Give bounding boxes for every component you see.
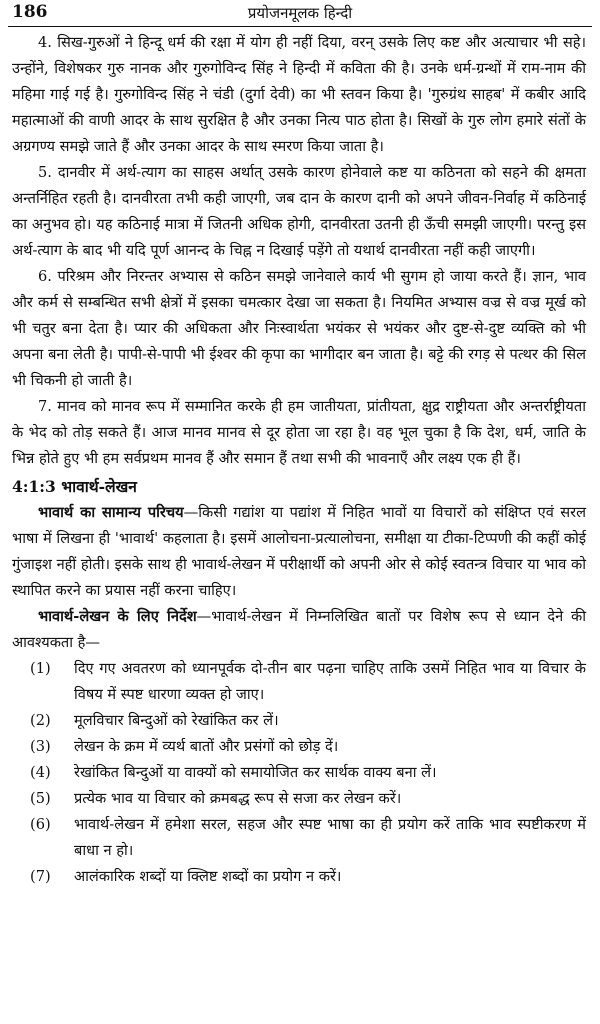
list-item-text: लेखन के क्रम में व्यर्थ बातों और प्रसंगों को छोड़ दें। [74,738,339,755]
paragraph-4: 4. सिख-गुरुओं ने हिन्दू धर्म की रक्षा में योग ही नहीं दिया, वरन् उसके लिए कष्ट और अत्याचार भी सहे। उन्होंने, विशेषकर गुरु नानक और गुरुगोविन्द सिंह ने हिन्दी में कविता की है। उनके धर्म-ग्रन्थों में राम-नाम की महिमा गाई गई है। गुरुगोविन्द सिंह ने चंडी (दुर्गा देवी) का भी स्तवन किया है। 'गुरुग्रंथ साहब' में कबीर आदि महात्माओं की वाणी आदर के साथ सुरक्षित है और उनका नित्य पाठ होता है। सिखों के गुरु लोग हमारे संतों के अग्रगण्य समझे जाते हैं और उनका आदर के साथ स्मरण किया जाता है। [12,34,586,155]
directions-list [12,656,586,890]
section-heading: 4:1:3 भावार्थ-लेखन [12,477,137,496]
list-item-text: भावार्थ-लेखन में हमेशा सरल, सहज और स्पष्ट भाषा का ही प्रयोग करें ताकि भाव स्पष्टीकरण में बाधा न हो। [74,816,586,859]
list-item-number: (7) [30,868,51,885]
directions-paragraph [12,604,586,656]
paragraph-6: 6. परिश्रम और निरन्तर अभ्यास से कठिन समझे जानेवाले कार्य भी सुगम हो जाया करते हैं। ज्ञान, भाव और कर्म से सम्बन्धित सभी क्षेत्रों में इसका चमत्कार देखा जा सकता है। नियमित अभ्यास वज्र से वज्र मूर्ख को भी चतुर बना देता है। प्यार की अधिकता और निःस्वार्थता भयंकर से भयंकर और दुष्ट-से-दुष्ट व्यक्ति को भी अपना बना लेती है। पापी-से-पापी भी ईश्वर की कृपा का भागीदार बन जाता है। बट्टे की रगड़ से पत्थर की सिल भी चिकनी हो जाती है। [12,268,586,389]
intro-paragraph [12,500,586,604]
list-item-text: प्रत्येक भाव या विचार को क्रमबद्ध रूप से सजा कर लेखन करें। [74,790,402,807]
list-item-number: (4) [30,764,51,781]
list-item-number: (3) [30,738,51,755]
page-number: 186 [12,2,48,22]
running-title: प्रयोजनमूलक हिन्दी [247,4,353,22]
list-item [12,708,586,734]
list-item-text: मूलविचार बिन्दुओं को रेखांकित कर लें। [74,712,279,729]
list-item [12,812,586,864]
list-item-text: आलंकारिक शब्दों या क्लिष्ट शब्दों का प्रयोग न करें। [74,868,342,885]
paragraph-5: 5. दानवीर में अर्थ-त्याग का साहस अर्थात् उसके कारण होनेवाले कष्ट या कठिनता को सहने की क्षमता अन्तर्निहित रहती है। दानवीरता तभी कही जाएगी, जब दान के कारण दानी को अपने जीवन-निर्वाह में कठिनाई का अनुभव हो। यह कठिनाई मात्रा में जितनी अधिक होगी, दानवीरता उतनी ही ऊँची समझी जाएगी। परन्तु इस अर्थ-त्याग के बाद भी यदि पूर्ण आनन्द के चिह्न न दिखाई पड़ेंगे तो यथार्थ दानवीरता नहीं कही जाएगी। [12,164,586,259]
list-item [12,760,586,786]
list-item-number: (5) [30,790,51,807]
directions-text: —भावार्थ-लेखन में निम्नलिखित बातों पर विशेष रूप से ध्यान देने की आवश्यकता है— [12,608,587,651]
paragraph-7: 7. मानव को मानव रूप में सम्मानित करके ही हम जातीयता, प्रांतीयता, क्षुद्र राष्ट्रीयता और अन्तर्राष्ट्रीयता के भेद को तोड़ सकते हैं। आज मानव मानव से दूर होता जा रहा है। वह भूल चुका है कि देश, धर्म, जाति के भिन्न होते हुए भी हम सर्वप्रथम मानव हैं और समान हैं तथा सभी की भावनाएँ और लक्ष्य एक ही हैं। [12,398,586,467]
intro-text: —किसी गद्यांश या पद्यांश में निहित भावों या विचारों को संक्षिप्त एवं सरल भाषा में लिखना ही 'भावार्थ' कहलाता है। इसमें आलोचना-प्रत्यालोचना, समीक्षा या टीका-टिप्पणी की कहीं कोई गुंजाइश नहीं होती। इसके साथ ही भावार्थ-लेखन में परीक्षार्थी को अपनी ओर से कोई स्वतन्त्र विचार या भाव को स्थापित करने का प्रयास नहीं करना चाहिए। [12,504,586,599]
page-body [12,30,586,890]
list-item-number: (2) [30,712,51,729]
list-item-number: (1) [30,660,51,677]
list-item-text: रेखांकित बिन्दुओं या वाक्यों को समायोजित कर सार्थक वाक्य बना लें। [74,764,437,781]
list-item [12,734,586,760]
directions-lead: भावार्थ-लेखन के लिए निर्देश [38,608,197,625]
list-item-number: (6) [30,816,51,833]
list-item [12,864,586,890]
list-item-text: दिए गए अवतरण को ध्यानपूर्वक दो-तीन बार पढ़ना चाहिए ताकि उसमें निहित भाव या विचार के विषय में स्पष्ट धारणा व्यक्त हो जाए। [74,660,586,703]
page-header [8,2,592,27]
intro-lead: भावार्थ का सामान्य परिचय [38,504,184,521]
list-item [12,656,586,708]
list-item [12,786,586,812]
